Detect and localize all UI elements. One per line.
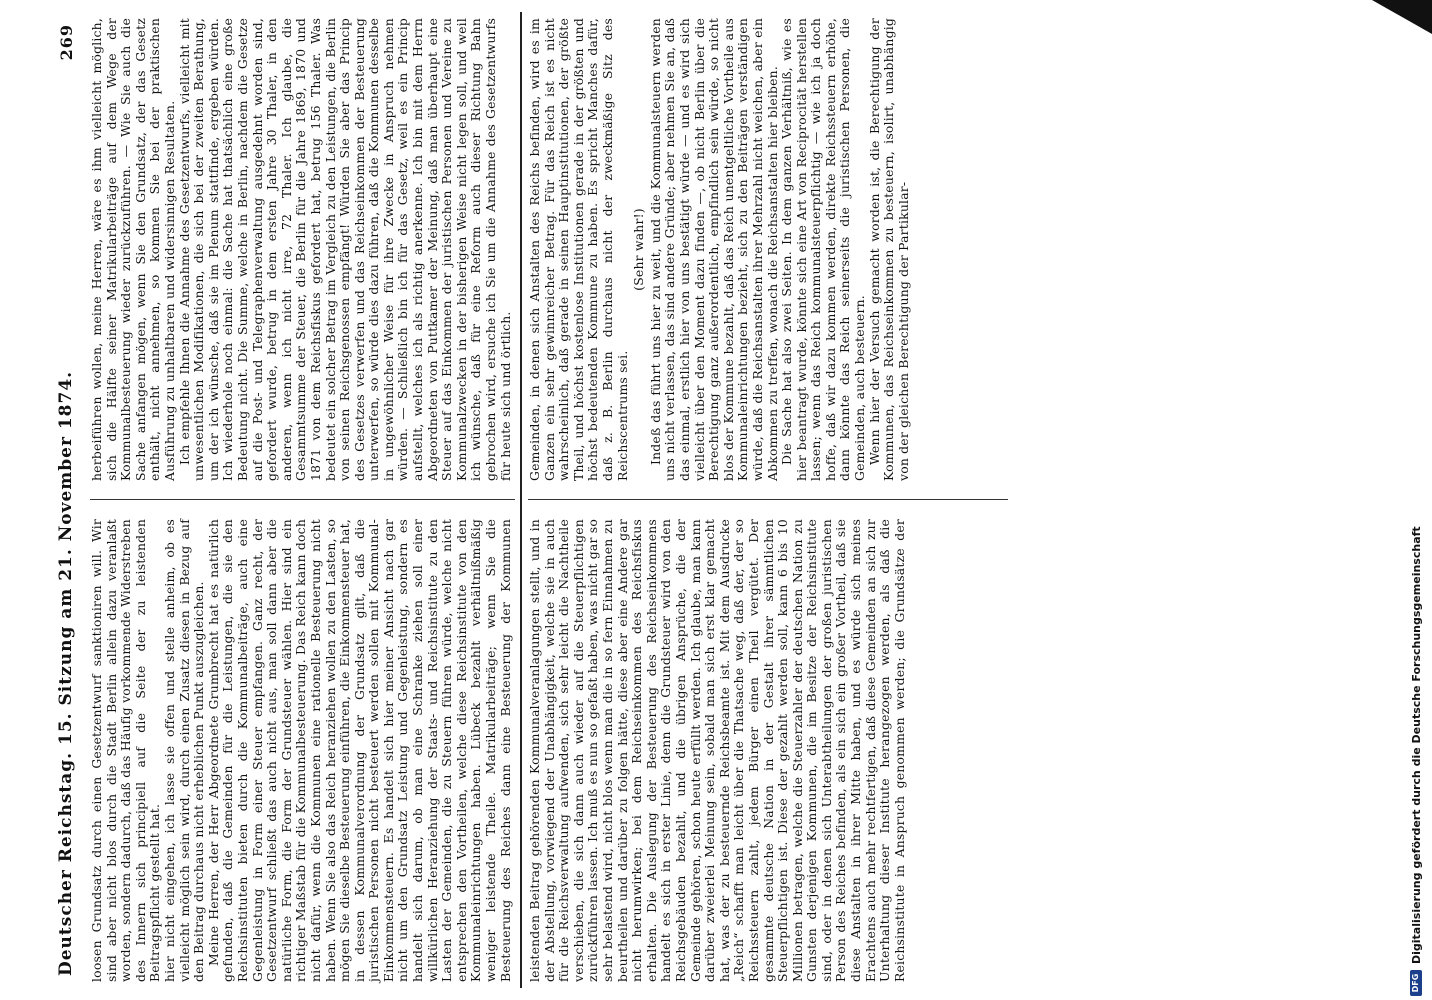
paragraph: Ich empfehle Ihnen die Annahme des Gesetzentwurfs, vielleicht mit unwesentlichen Modifikationen, die sich bei der zweiten Berathung, um der ich wünsche, daß sie im Plenum stattfinde, ergeben würden. Ich wiederhole noch einmal: die Sache hat thatsächlich eine große Bedeutung nicht. Die Summe, welche in Berlin, nachdem die Gesetze auf die Post- und Telegraphenverwaltung ausgedehnt worden sind, gefordert wurde, betrug in dem ersten Jahre 30 Thaler, in den anderen, wenn ich nicht irre, 72 Thaler. Ich glaube, die Gesammtsumme der Steuer, die Berlin für die Jahre 1869, 1870 und 1871 von dem Reichsfiskus gefordert hat, betrug 156 Thaler. Was bedeutet ein solcher Betrag im Vergleich zu den Leistungen, die Berlin von seinen Reichsgenossen empfängt! Würden Sie aber das Princip des Gesetzes verwerfen und das Reichseinkommen der Besteuerung unterwerfen, so würde dies dazu führen, daß die Kommunen desselbe in ungewöhnlicher Weise für ihre Zwecke in Anspruch nehmen würden. — Schließlich bin ich für das Gesetz, weil es ein Princip aufstellt, welches ich als richtig anerkenne. Ich bin mit dem Herrn Abgeordneten von Puttkamer der Meinung, daß man überhaupt eine Steuer auf das Einkommen der juristischen Personen und Vereine zu Kommunalzwecken in der bisherigen Weise nicht legen soll, und weil ich wünsche, daß für eine Reform auch dieser Richtung Bahn gebrochen wird, ersuche ich Sie um die Annahme des Gesetzentwurfs für heute sich und örtlich.	[176, 18, 513, 481]
digitization-credit: Digitalisierung gefördert durch die Deutsche Forschungsgemeinschaft	[1409, 526, 1423, 964]
paragraph: leistenden Beitrag gehörenden Kommunalveranlagungen stellt, und in der Abstellung, vorwiegend der Unabhängigkeit, welche sie in auch für die Reichsverwaltung aufwenden, sich sehr leicht die Nachtheile verschieben, die sich dann auch wieder auf die Steuerpflichtigen zurückführen lassen. Ich muß es nun so gefaßt haben, was nicht gar so sehr belastend wird, nicht blos wenn man die in so fern Einnahmen zu beurtheilen und darüber zu folgen hätte, diese aber eine Andere gar nicht herumwirken; bei dem Reichseinkommen des Reichsfiskus erhalten. Die Auslegung der Besteuerung des Reichseinkommens handelt es sich in erster Linie, denn die Grundsteuer wird von den Reichsgebäuden bezahlt, und die übrigen Ansprüche, die der Gemeinde gehören, schon heute erfüllt werden. Ich glaube, man kann darüber zweierlei Meinung sein, sobald man sich erst klar gemacht hat, was der zu besteuernde Reichsbeamte ist. Mit dem Ausdrucke „Reich“ schafft man leicht über die Thatsache weg, daß der, der so Reichssteuern zahlt, jedem Bürger einen Theil vergütet. Der gesammte deutsche Nation in der Gestalt ihrer sämmtlichen Steuerpflichtigen ist. Diese der gezahlt werden soll, kann 6 bis 10 Millionen betragen, welche die Steuerzahler der deutschen Nation zu Gunsten derjenigen Kommunen, die im Besitze der Reichsinstitute sind, oder in denen sich Unterabtheilungen der großen juristischen Person des Reiches befinden, als ein sich ein großer Vortheil, daß sie diese Anstalten in ihrer Mitte haben, und es würde sich meines Erachtens auch mehr rechtfertigen, daß diese Gemeinden an sich zur Unterhaltung dieser Institute herangezogen werden, als daß die Reichsinstitute in Anspruch genommen werden; die Grundsätze der Gemeinden, in denen sich Anstalten des Reichs befinden, wird es im Ganzen ein sehr gewinnreicher Betrag. Für das Reich ist es nicht wahrscheinlich, daß gerade in seinen Hauptinstitutionen, der größte Theil, und höchst kostenlose Institutionen gerade in der größten und höchst bedeutenden Kommune zu haben. Es spricht Manches dafür, daß z. B. Berlin durchaus nicht der zweckmäßige Sitz des Reichscentrums sei.	[527, 18, 907, 982]
page-number: 269	[56, 24, 76, 61]
applause-note: (Sehr wahr!)	[631, 208, 647, 291]
upper-text-block	[90, 18, 515, 982]
paragraph: loosen Grundsatz durch einen Gesetzentwurf sanktioniren will. Wir sind aber nicht blos durch die Stadt Berlin allein dazu veranlaßt worden, sondern dadurch, daß das Häufig vorkommende Widerstreben des Innern sich principiell auf die Seite der zu leistenden Beitragspflicht gestellt hat.	[89, 519, 163, 982]
digitization-footer	[1406, 526, 1426, 996]
paragraph: hier nicht eingehen, ich lasse sie offen und stelle anheim, ob es vielleicht möglich sein wird, durch einen Zusatz diesen in Bezug auf den Beitrag durchaus nicht erheblichen Punkt auszugleichen.	[161, 519, 207, 982]
paragraph: Wenn hier der Versuch gemacht worden ist, die Berechtigung der Kommunen, das Reichseinkommen zu besteuern, isolirt, unabhängig von der gleichen Berechtigung der Partikular-	[866, 18, 911, 481]
paragraph: Meine Herren, der Herr Abgeordnete Grumbrecht hat es natürlich gefunden, daß die Gemeinden für die Leistungen, die sie den Reichsinstituten bieten durch die Kommunalbeiträge, auch eine Gegenleistung in Form einer Steuer empfangen. Ganz recht, der Gesetzentwurf schließt das auch nicht aus, man soll dann aber die natürliche Form, die Form der Grundsteuer wählen. Hier sind ein richtiger Maßstab für die Kommunalbesteuerung. Das Reich kann doch nicht dafür, wenn die Kommunen eine rationelle Besteuerung nicht haben. Wenn Sie also das Reich heranziehen wollen zu den Lasten, so mögen Sie dieselbe Besteuerung einführen, die Einkommensteuer hat, in dessen Kommunalverordnung der Grundsatz gilt, daß die juristischen Personen nicht besteuert werden sollen mit Kommunal-Einkommensteuern. Es handelt sich hier meiner Ansicht nach gar nicht um den Grundsatz Leistung und Gegenleistung, sondern es handelt sich darum, ob man eine Schranke ziehen soll einer willkürlichen Heranziehung der Staats- und Reichsinstitute zu den Lasten der Gemeinden, die zu Steuern führen würde, welche nicht entsprechen den Vortheilen, welche diese Reichsinstitute von den Kommunaleinrichtungen haben. Lübeck bezahlt verhältnißmäßig weniger leistende Theile. Matrikularbeiträge; wenn Sie die Besteuerung des Reiches dann eine Besteuerung der Kommunen herbeiführen wollen, meine Herren, wäre es ihm vielleicht möglich, sich die Hälfte seiner Matrikularbeiträge auf dem Wege der Kommunalbesteuerung wieder zurückzuführen. — Wie Sie auch die Sache anfangen mögen, wenn Sie den Grundsatz, der das Gesetz enthält, nicht annehmen, so kommen Sie bei der praktischen Ausführung zu unhaltbaren und widersinnigen Resultaten.	[89, 18, 513, 982]
scanned-page	[40, 0, 1432, 1000]
running-title: Deutscher Reichstag. 15. Sitzung am 21. November 1874.	[56, 370, 76, 976]
page-header	[46, 24, 86, 976]
section-divider	[520, 12, 522, 988]
dfg-logo-icon: DFG	[1410, 970, 1422, 996]
paragraph: Die Sache hat also zwei Seiten. In dem ganzen Verhältniß, wie es hier beantragt wurde, könnte sich eine Art von Reciprocität herstellen lassen; wenn das Reich kommunalsteuerpflichtig — wie ich ja doch hoffe, daß wir dazu kommen werden, direkte Reichssteuern erhöhe, dann könnte das Reich seinerseits die juristischen Personen, die Gemeinden, auch besteuern.	[779, 18, 868, 481]
lower-text-block	[528, 18, 1008, 982]
paragraph: Indeß das führt uns hier zu weit, und die Kommunalsteuern werden uns nicht verlassen, das sind andere Gründe; aber nehmen Sie an, daß das einmal, erstlich hier von uns bestätigt würde — und es wird sich vielleicht über den Moment dazu finden —, ob nicht Berlin über die Berechtigung ganz außerordentlich, empfindlich sein würde, so nicht blos der Kommune bezahlt, daß das Reich unentgeltliche Vortheile aus Kommunaleinrichtungen bezieht, sich zu den Beiträgen verständigen würde, daß die Reichsanstalten ihrer Mehrzahl nicht weichen, aber ein Abkommen zu treffen, wonach die Reichsanstalten hier bleiben.	[647, 18, 780, 481]
